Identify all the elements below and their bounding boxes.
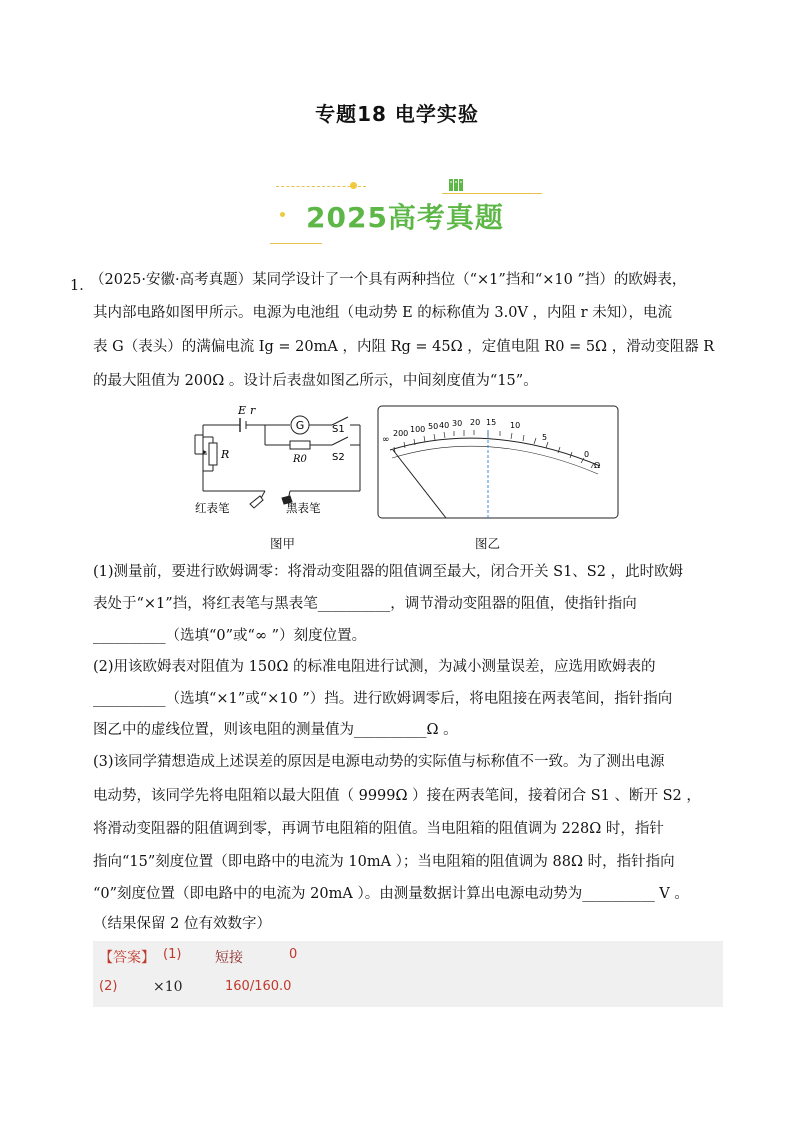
ohmmeter-dial [378,406,618,518]
subquestion-line: 图乙中的虚线位置，则该电阻的测量值为__________Ω 。 [93,722,458,738]
galvanometer-label: G [295,419,305,432]
books-icon [448,178,470,192]
figure-caption-right: 图乙 [475,536,501,551]
scale-label: 30 [452,419,463,428]
banner-dot [350,182,357,189]
rheostat-label: R [221,448,230,461]
question-line: （2025·安徽·高考真题）某同学设计了一个具有两种挡位（“×1”挡和“×10 ”挡）的欧姆表， [90,272,687,288]
subquestion-line: (2)用该欧姆表对阻值为 150Ω 的标准电阻进行试测，为减小测量误差，应选用欧姆表的 [93,659,656,675]
scale-label: 5 [542,433,548,442]
banner-line [270,243,322,244]
subquestion-line: 将滑动变阻器的阻值调到零，再调节电阻箱的阻值。当电阻箱的阻值调为 228Ω 时，指针 [93,821,664,837]
answer-value: 0 [289,947,298,962]
subquestion-line: （结果保留 2 位有效数字） [93,916,271,932]
question-line: 其内部电路如图甲所示。电源为电池组（电动势 E 的标称值为 3.0V ，内阻 r 未知），电流 [93,305,672,321]
subquestion-line: 指向“15”刻度位置（即电路中的电流为 10mA ）；当电阻箱的阻值调为 88Ω 时，指针指向 [93,854,675,870]
question-line: 的最大阻值为 200Ω 。设计后表盘如图乙所示，中间刻度值为“15”。 [93,373,538,389]
section-banner [264,176,554,248]
subquestion-line: __________（选填“0”或“∞ ”）刻度位置。 [93,628,367,644]
scale-label: 0 [584,450,590,459]
black-probe-label: 黑表笔 [286,501,321,515]
subquestion-line: “0”刻度位置（即电路中的电流为 20mA ）。由测量数据计算出电源电动势为__________ V 。 [93,886,689,902]
r0-label: R0 [293,454,307,465]
answer-box [93,941,723,1007]
scale-label: Ω [594,461,601,470]
answer-row-2 [99,979,719,999]
answer-value: 短接 [215,950,243,966]
switch-s2-label: S2 [332,452,345,463]
scale-label: 15 [486,418,497,427]
answer-row-1 [99,947,719,967]
question-number: 1． [70,278,94,294]
red-probe-label: 红表笔 [195,501,230,515]
banner-text: 2025高考真题 [306,201,504,234]
answer-tag: 【答案】 [99,950,155,966]
answer-value: 160/160.0 [225,979,292,994]
internal-resistance-label: r [250,404,256,417]
answer-value: ×10 [153,979,183,995]
banner-dot [280,212,285,217]
scale-label: 40 [439,421,450,430]
circuit-and-dial-figure [190,400,630,558]
scale-label: 200 [393,429,409,438]
scale-label: 10 [510,421,521,430]
subquestion-line: __________（选填“×1”或“×10 ”）挡。进行欧姆调零后，将电阻接在两表笔间，指针指向 [93,691,673,707]
subquestion-line: (1)测量前，要进行欧姆调零：将滑动变阻器的阻值调至最大，闭合开关 S1、S2 ，此时欧姆 [93,564,684,580]
answer-number: (2) [99,979,118,994]
subquestion-line: 电动势，该同学先将电阻箱以最大阻值（ 9999Ω ）接在两表笔间，接着闭合 S1 、断开 S2 ， [93,788,701,804]
emf-label: E [238,404,247,417]
answer-number: (1) [163,947,182,962]
switch-s1-label: S1 [332,424,345,435]
subquestion-line: 表处于“×1”挡，将红表笔与黑表笔__________，调节滑动变阻器的阻值，使指针指向 [93,596,637,612]
figure-caption-left: 图甲 [270,536,296,551]
scale-label: ∞ [382,435,390,445]
subquestion-line: (3)该同学猜想造成上述误差的原因是电源电动势的实际值与标称值不一致。为了测出电源 [93,754,665,770]
banner-line [442,193,542,194]
scale-label: 50 [428,422,439,431]
question-line: 表 G（表头）的满偏电流 Ig = 20mA ，内阻 Rg = 45Ω ，定值电阻 R0 = 5Ω ，滑动变阻器 R [93,339,715,355]
scale-label: 20 [470,418,481,427]
scale-label: 100 [410,425,426,434]
page-title: 专题18 电学实验 [315,102,479,126]
